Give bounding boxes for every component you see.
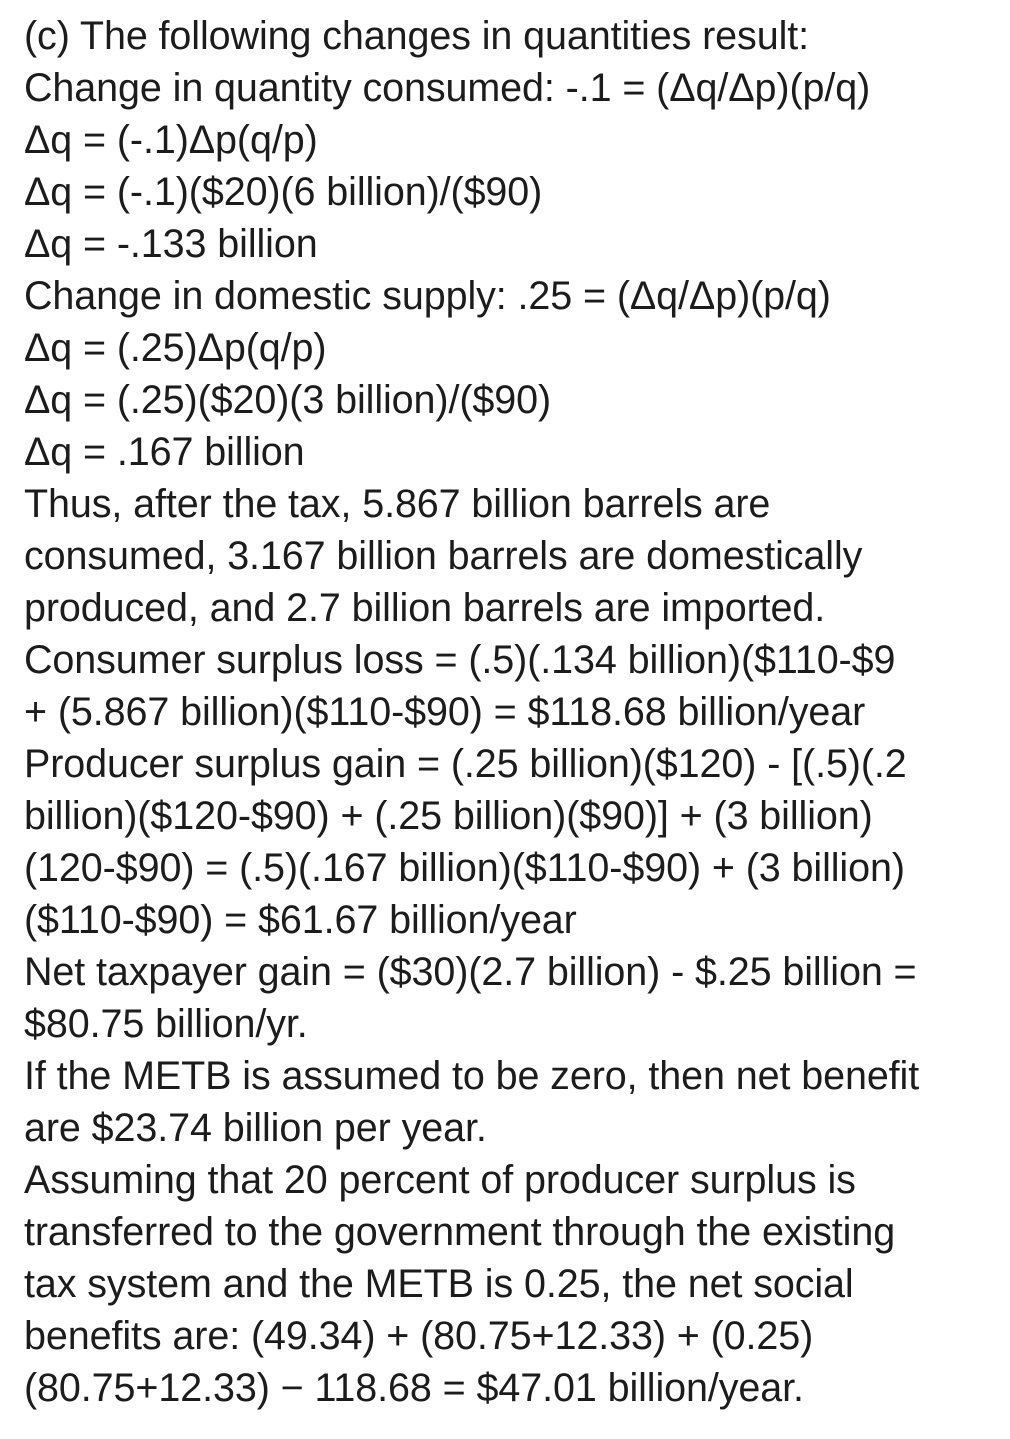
text-line: Assuming that 20 percent of producer surplus is [24,1158,856,1202]
text-line: consumed, 3.167 billion barrels are domestically [24,534,863,578]
text-line: Thus, after the tax, 5.867 billion barrels are [24,482,771,526]
text-line: produced, and 2.7 billion barrels are imported. [24,586,826,630]
text-line: If the METB is assumed to be zero, then net benefit [24,1054,920,1098]
text-line: Δq = .167 billion [24,430,305,474]
solution-text-block [24,10,1010,1414]
text-line: ($110-$90) = $61.67 billion/year [24,898,577,942]
text-line: are $23.74 billion per year. [24,1106,487,1150]
text-line: Δq = (-.1)Δp(q/p) [24,118,318,162]
text-line: + (5.867 billion)($110-$90) = $118.68 billion/year [24,690,866,734]
text-line: $80.75 billion/yr. [24,1002,308,1046]
text-line: (80.75+12.33) − 118.68 = $47.01 billion/year. [24,1366,804,1410]
text-line: Δq = (.25)($20)(3 billion)/($90) [24,378,552,422]
text-line: Δq = (-.1)($20)(6 billion)/($90) [24,170,543,214]
text-line: (c) The following changes in quantities result: [24,14,809,58]
text-line: Change in quantity consumed: -.1 = (Δq/Δp)(p/q) [24,66,871,110]
text-line: Change in domestic supply: .25 = (Δq/Δp)(p/q) [24,274,831,318]
text-line: billion)($120-$90) + (.25 billion)($90)] + (3 billion) [24,794,873,838]
text-line: Producer surplus gain = (.25 billion)($120) - [(.5)(.2 [24,742,907,786]
text-line: Δq = -.133 billion [24,222,318,266]
text-line: (120-$90) = (.5)(.167 billion)($110-$90) + (3 billion) [24,846,905,890]
text-line: transferred to the government through the existing [24,1210,896,1254]
text-line: Net taxpayer gain = ($30)(2.7 billion) - $.25 billion = [24,950,917,994]
text-line: Consumer surplus loss = (.5)(.134 billion)($110-$9 [24,638,896,682]
text-line: tax system and the METB is 0.25, the net social [24,1262,854,1306]
text-line: benefits are: (49.34) + (80.75+12.33) + (0.25) [24,1314,814,1358]
text-line: Δq = (.25)Δp(q/p) [24,326,327,370]
